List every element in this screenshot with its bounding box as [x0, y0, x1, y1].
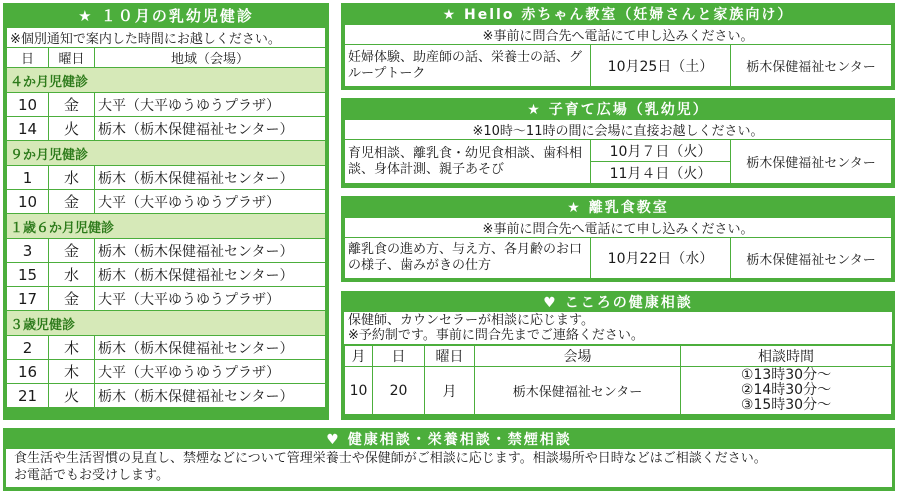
table-row: [7, 117, 326, 141]
rinyu-title: ★ 離乳食教室: [567, 200, 669, 216]
kokoro-time-3: ③15時30分～: [740, 397, 832, 413]
checkup-day: 14: [7, 117, 49, 141]
rinyu-panel: [341, 196, 895, 282]
checkup-panel: [3, 3, 329, 420]
section-label: ９か月児健診: [7, 141, 326, 166]
table-row: [7, 263, 326, 287]
checkup-place: 大平（大平ゆうゆうプラザ）: [95, 360, 326, 384]
checkup-place: 栃木（栃木保健福祉センター）: [95, 384, 326, 408]
table-row: [7, 166, 326, 190]
checkup-place: 大平（大平ゆうゆうプラザ）: [95, 287, 326, 311]
hiroba-panel: [341, 98, 895, 188]
checkup-dow: 火: [49, 384, 95, 408]
col-place-header: 地域（会場）: [95, 48, 326, 68]
kenko-title: ♥ 健康相談・栄養相談・禁煙相談: [326, 432, 572, 448]
hiroba-content: 育児相談、離乳食・幼児食相談、歯科相談、身体計測、親子あそび: [345, 140, 591, 184]
checkup-dow: 木: [49, 360, 95, 384]
kokoro-panel: [341, 291, 895, 420]
checkup-day: 3: [7, 239, 49, 263]
hiroba-date-2: 11月４日（火）: [591, 162, 731, 184]
checkup-place: 栃木（栃木保健福祉センター）: [95, 263, 326, 287]
kokoro-dow: 月: [425, 367, 475, 415]
section-row: [7, 68, 326, 93]
table-row: [7, 287, 326, 311]
col-month-header: 月: [345, 346, 373, 367]
hello-title: ★ Hello 赤ちゃん教室（妊婦さんと家族向け）: [442, 7, 794, 23]
section-label: ４か月児健診: [7, 68, 326, 93]
checkup-place: 栃木（栃木保健福祉センター）: [95, 336, 326, 360]
table-row: [7, 336, 326, 360]
rinyu-place: 栃木保健福祉センター: [731, 238, 892, 279]
hello-content: 妊婦体験、助産師の話、栄養士の話、グループトーク: [345, 45, 591, 87]
checkup-place: 栃木（栃木保健福祉センター）: [95, 117, 326, 141]
kokoro-title: ♥ こころの健康相談: [543, 295, 693, 311]
checkup-day: 2: [7, 336, 49, 360]
table-row: [7, 360, 326, 384]
table-row: [7, 384, 326, 408]
col-dow-header: 曜日: [425, 346, 475, 367]
kenko-panel: [3, 428, 895, 491]
checkup-day: 17: [7, 287, 49, 311]
checkup-place: 大平（大平ゆうゆうプラザ）: [95, 190, 326, 214]
kokoro-note-2: ※予約制です。事前に問合先までご連絡ください。: [348, 328, 644, 343]
checkup-place: 栃木（栃木保健福祉センター）: [95, 239, 326, 263]
checkup-day: 21: [7, 384, 49, 408]
checkup-day: 15: [7, 263, 49, 287]
table-row: [7, 239, 326, 263]
checkup-title: ★ １０月の乳幼児健診: [78, 7, 254, 25]
rinyu-content: 離乳食の進め方、与え方、各月齢のお口の様子、歯みがきの仕方: [345, 238, 591, 279]
col-place-header: 会場: [475, 346, 681, 367]
rinyu-date: 10月22日（水）: [591, 238, 731, 279]
hello-date: 10月25日（土）: [591, 45, 731, 87]
hello-panel: [341, 3, 895, 90]
col-day-header: 日: [7, 48, 49, 68]
checkup-place: 栃木（栃木保健福祉センター）: [95, 166, 326, 190]
checkup-day: 1: [7, 166, 49, 190]
kokoro-time-2: ②14時30分～: [740, 382, 832, 398]
checkup-dow: 水: [49, 166, 95, 190]
kokoro-time-1: ①13時30分～: [740, 367, 832, 383]
checkup-day: 16: [7, 360, 49, 384]
kokoro-place: 栃木保健福祉センター: [475, 367, 681, 415]
checkup-dow: 金: [49, 93, 95, 117]
rinyu-note: ※事前に問合先へ電話にて申し込みください。: [345, 218, 892, 238]
col-day-header: 日: [373, 346, 425, 367]
col-dow-header: 曜日: [49, 48, 95, 68]
hiroba-note: ※10時～11時の間に会場に直接お越しください。: [345, 120, 892, 140]
section-row: [7, 214, 326, 239]
kokoro-note-1: 保健師、カウンセラーが相談に応じます。: [348, 313, 594, 328]
table-row: [7, 190, 326, 214]
col-time-header: 相談時間: [681, 346, 892, 367]
section-row: [7, 141, 326, 166]
checkup-dow: 火: [49, 117, 95, 141]
section-label: ３歳児健診: [7, 311, 326, 336]
kenko-text-1: 食生活や生活習慣の見直し、禁煙などについて管理栄養士や保健師がご相談に応じます。相談場所や日時などはご相談ください。: [14, 451, 767, 466]
kokoro-day: 20: [373, 367, 425, 415]
section-row: [7, 311, 326, 336]
checkup-dow: 金: [49, 287, 95, 311]
kenko-text-2: お電話でもお受けします。: [14, 468, 169, 483]
hiroba-date-1: 10月７日（火）: [591, 140, 731, 162]
checkup-place: 大平（大平ゆうゆうプラザ）: [95, 93, 326, 117]
kokoro-month: 10: [345, 367, 373, 415]
checkup-note: ※個別通知で案内した時間にお越しください。: [7, 28, 326, 48]
table-row: [7, 93, 326, 117]
checkup-day: 10: [7, 190, 49, 214]
hello-note: ※事前に問合先へ電話にて申し込みください。: [345, 25, 892, 45]
section-label: １歳６か月児健診: [7, 214, 326, 239]
hiroba-title: ★ 子育て広場（乳幼児）: [527, 102, 709, 118]
checkup-dow: 金: [49, 239, 95, 263]
checkup-day: 10: [7, 93, 49, 117]
hello-place: 栃木保健福祉センター: [731, 45, 892, 87]
checkup-dow: 水: [49, 263, 95, 287]
checkup-dow: 金: [49, 190, 95, 214]
checkup-dow: 木: [49, 336, 95, 360]
hiroba-place: 栃木保健福祉センター: [731, 140, 892, 184]
